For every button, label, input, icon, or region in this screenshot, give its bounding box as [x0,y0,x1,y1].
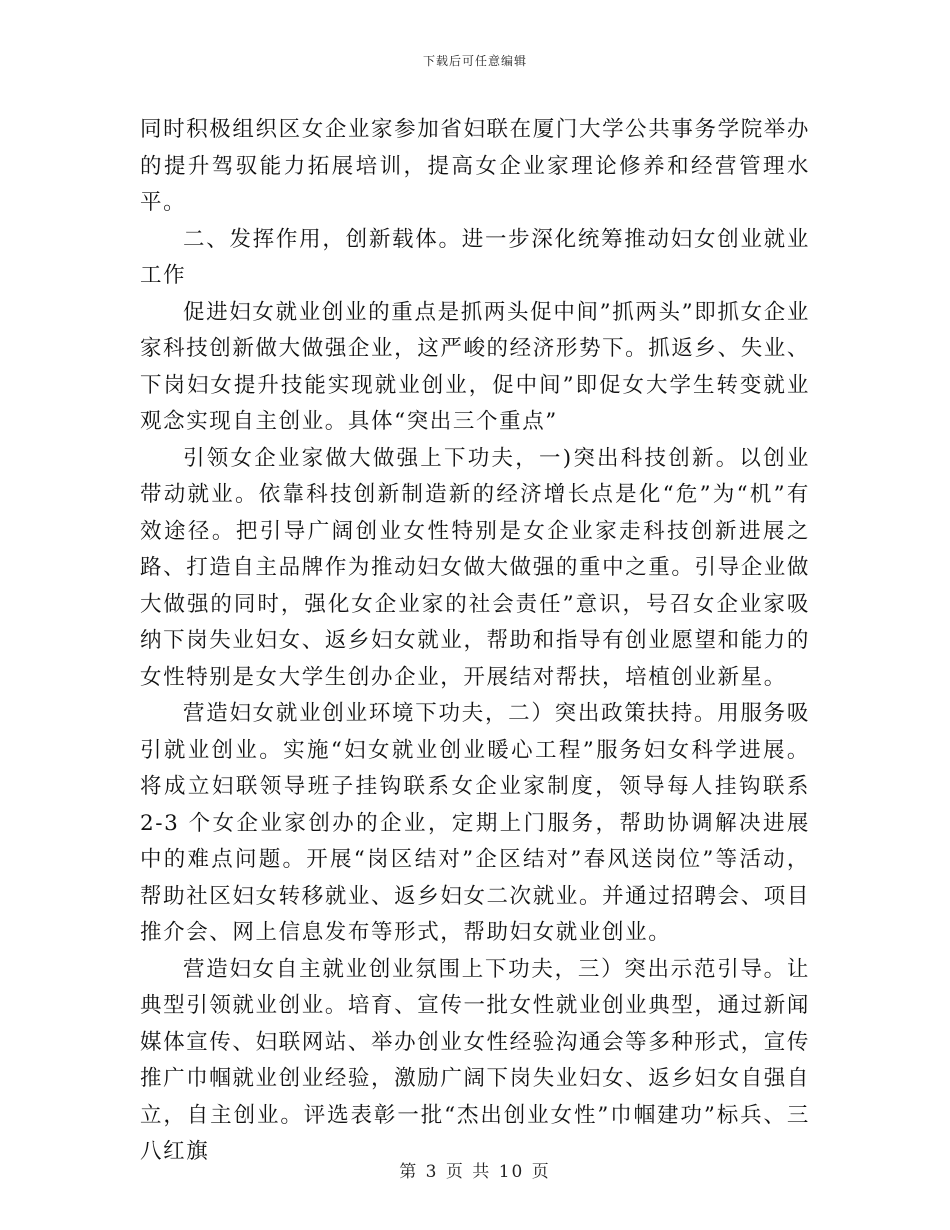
current-page-number: 3 [425,1162,439,1182]
paragraph-3: 引领女企业家做大做强上下功夫，一)突出科技创新。以创业带动就业。依靠科技创新制造新的经济增长点是化“危”为“机”有效途径。把引导广阔创业女性特别是女企业家走科技创新进展之路、打造自主品牌作为推动妇女做大做强的重中之重。引导企业做大做强的同时，强化女企业家的社会责任”意识，号召女企业家吸纳下岗失业妇女、返乡妇女就业，帮助和指导有创业愿望和能力的女性特别是女大学生创办企业，开展结对帮扶，培植创业新星。 [140,445,810,690]
footer-middle: 页 共 [445,1162,492,1182]
footer-suffix: 页 [531,1162,551,1182]
paragraph-5: 营造妇女自主就业创业氛围上下功夫，三）突出示范引导。让典型引领就业创业。培育、宣传一批女性就业创业典型，通过新闻媒体宣传、妇联网站、举办创业女性经验沟通会等多种形式，宣传推广巾帼就业创业经验，激励广阔下岗失业妇女、返乡妇女自强自立，自主创业。评选表彰一批“杰出创业女性”巾帼建功”标兵、三八红旗 [140,956,810,1164]
page-header: 下载后可任意编辑 [422,54,527,68]
total-pages-number: 10 [498,1162,525,1182]
paragraph-2: 促进妇女就业创业的重点是抓两头促中间”抓两头”即抓女企业家科技创新做大做强企业，这严峻的经济形势下。抓返乡、失业、下岗妇女提升技能实现就业创业，促中间”即促女大学生转变就业观念实现自主创业。具体“突出三个重点” [140,299,810,434]
section-heading: 二、发挥作用，创新载体。进一步深化统筹推动妇女创业就业工作 [140,226,810,288]
page-footer [0,1157,950,1182]
document-body [140,112,810,1171]
footer-prefix: 第 [399,1162,419,1182]
paragraph-1: 同时积极组织区女企业家参加省妇联在厦门大学公共事务学院举办的提升驾驭能力拓展培训，提高女企业家理论修养和经营管理水平。 [140,117,810,215]
paragraph-4: 营造妇女就业创业环境下功夫，二）突出政策扶持。用服务吸引就业创业。实施“妇女就业创业暖心工程”服务妇女科学进展。将成立妇联领导班子挂钩联系女企业家制度，领导每人挂钩联系 2-3 个女企业家创办的企业，定期上门服务，帮助协调解决进展中的难点问题。开展“岗区结对”企区结对”春风送岗位”等活动，帮助社区妇女转移就业、返乡妇女二次就业。并通过招聘会、项目推介会、网上信息发布等形式，帮助妇女就业创业。 [140,701,810,945]
